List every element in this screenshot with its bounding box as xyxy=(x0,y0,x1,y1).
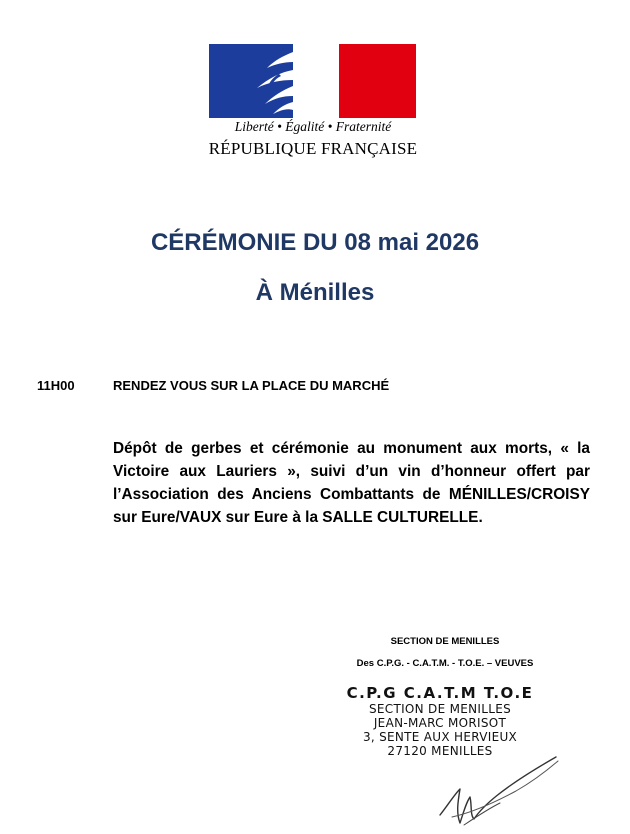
stamp-line: C.P.G C.A.T.M T.O.E xyxy=(346,684,534,702)
logo-motto: Liberté • Égalité • Fraternité xyxy=(234,119,392,134)
event-time: 11H00 xyxy=(37,378,75,393)
stamp-line: 3, SENTE AUX HERVIEUX xyxy=(362,730,518,744)
marianne-flag-icon xyxy=(209,44,416,118)
handwritten-signature xyxy=(430,745,570,830)
event-description: Dépôt de gerbes et cérémonie au monument aux morts, « la Victoire aux Lauriers », suivi d’un vin d’honneur offert par l’Association des Anciens Combattants de MÉNILLES/CROISY sur Eure/VAUX sur Eure à la SALLE CULTURELLE. xyxy=(113,440,590,526)
meeting-point: RENDEZ VOUS SUR LA PLACE DU MARCHÉ xyxy=(113,378,390,393)
stamp-line: SECTION DE MENILLES xyxy=(368,702,512,716)
page-subtitle: À Ménilles xyxy=(255,279,375,306)
page-title: CÉRÉMONIE DU 08 mai 2026 xyxy=(150,229,480,256)
section-subtitle: Des C.P.G. - C.A.T.M. - T.O.E. – VEUVES xyxy=(356,658,534,669)
stamp-line: JEAN-MARC MORISOT xyxy=(373,716,507,730)
stamp-line: 27120 MENILLES xyxy=(387,744,493,758)
section-name: SECTION DE MENILLES xyxy=(390,636,500,647)
logo-name: RÉPUBLIQUE FRANÇAISE xyxy=(208,139,418,158)
republique-francaise-logo xyxy=(207,40,419,165)
